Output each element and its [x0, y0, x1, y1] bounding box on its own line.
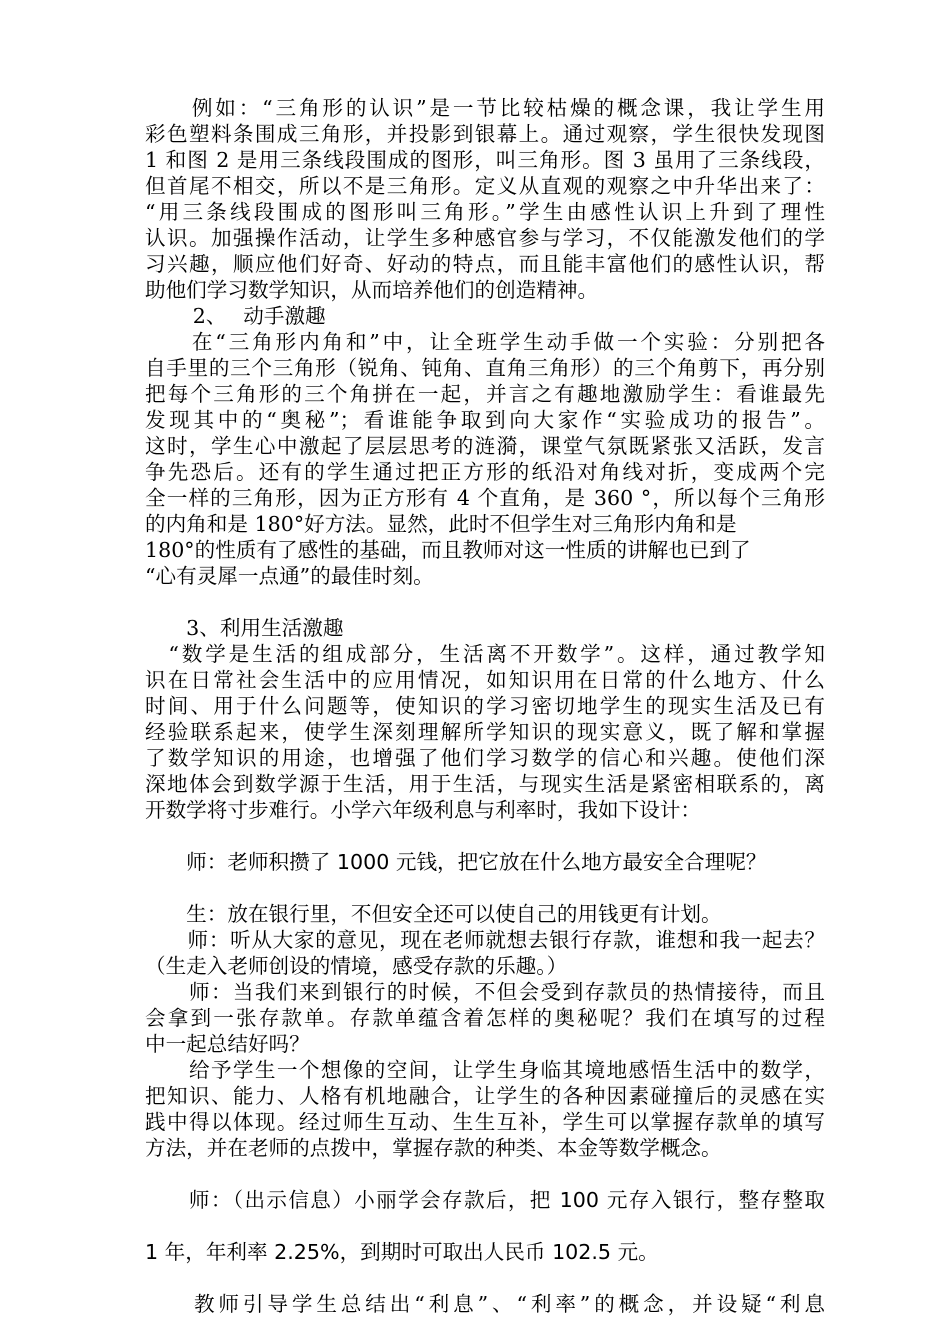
- text-line: 但首尾不相交，所以不是三角形。定义从直观的观察之中升华出来了：: [145, 174, 825, 198]
- text-line: 把知识、能力、人格有机地融合，让学生的各种因素碰撞后的灵感在实: [145, 1084, 825, 1108]
- text-line: 开数学将寸步难行。小学六年级利息与利率时，我如下设计：: [145, 798, 702, 822]
- text-line: 例如：“三角形的认识”是一节比较枯燥的概念课，我让学生用: [145, 96, 825, 120]
- text-line: 1 年，年利率 2.25%，到期时可取出人民币 102.5 元。: [145, 1240, 659, 1264]
- text-line: 践中得以体现。经过师生互动、生生互补，学生可以掌握存款单的填写: [145, 1110, 825, 1134]
- text-line: 识在日常社会生活中的应用情况，如知识用在日常的什么地方、什么: [145, 668, 825, 692]
- text-line: 方法，并在老师的点拨中，掌握存款的种类、本金等数学概念。: [145, 1136, 722, 1160]
- text-line: “用三条线段围成的图形叫三角形。”学生由感性认识上升到了理性: [145, 200, 825, 224]
- text-line: 1 和图 2 是用三条线段围成的图形，叫三角形。图 3 虽用了三条线段，: [145, 148, 825, 172]
- text-line: 师：（出示信息）小丽学会存款后，把 100 元存入银行，整存整取: [145, 1188, 825, 1212]
- text-line: 认识。加强操作活动，让学生多种感官参与学习，不仅能激发他们的学: [145, 226, 825, 250]
- text-line: 师：当我们来到银行的时候，不但会受到存款员的热情接待，而且: [145, 980, 825, 1004]
- text-line: 给予学生一个想像的空间，让学生身临其境地感悟生活中的数学，: [145, 1058, 825, 1082]
- text-line: 把每个三角形的三个角拼在一起，并言之有趣地激励学生：看谁最先: [145, 382, 825, 406]
- text-line: 经验联系起来，使学生深刻理解所学知识的现实意义，既了解和掌握: [145, 720, 825, 744]
- text-line: 师：听从大家的意见，现在老师就想去银行存款，谁想和我一起去？: [145, 928, 825, 952]
- text-line: 2、 动手激趣: [145, 304, 326, 328]
- text-line: 教师引导学生总结出“利息”、“利率”的概念，并设疑“利息: [145, 1292, 825, 1316]
- text-line: 全一样的三角形，因为正方形有 4 个直角，是 360 °，所以每个三角形: [145, 486, 825, 510]
- text-line: 师：老师积攒了 1000 元钱，把它放在什么地方最安全合理呢？: [145, 850, 767, 874]
- text-line: 自手里的三个三角形（锐角、钝角、直角三角形）的三个角剪下，再分别: [145, 356, 825, 380]
- text-line: 助他们学习数学知识，从而培养他们的创造精神。: [145, 278, 599, 302]
- text-line: 会拿到一张存款单。存款单蕴含着怎样的奥秘呢？我们在填写的过程: [145, 1006, 825, 1030]
- text-line: “数学是生活的组成部分，生活离不开数学”。这样，通过教学知: [145, 642, 825, 666]
- text-line: 这时，学生心中激起了层层思考的涟漪，课堂气氛既紧张又活跃，发言: [145, 434, 825, 458]
- text-line: 发现其中的“奥秘”；看谁能争取到向大家作“实验成功的报告”。: [145, 408, 825, 432]
- text-line: 了数学知识的用途，也增强了他们学习数学的信心和兴趣。使他们深: [145, 746, 825, 770]
- text-line: “心有灵犀一点通”的最佳时刻。: [145, 564, 434, 588]
- text-line: 的内角和是 180°好方法。显然，此时不但学生对三角形内角和是: [145, 512, 737, 536]
- text-line: 中一起总结好吗？: [145, 1032, 310, 1056]
- text-line: 180°的性质有了感性的基础，而且教师对这一性质的讲解也已到了: [145, 538, 751, 562]
- text-line: 习兴趣，顺应他们好奇、好动的特点，而且能丰富他们的感性认识，帮: [145, 252, 825, 276]
- text-line: 生：放在银行里，不但安全还可以使自己的用钱更有计划。: [145, 902, 722, 926]
- text-line: 时间、用于什么问题等，使知识的学习密切地学生的现实生活及已有: [145, 694, 825, 718]
- text-line: 在“三角形内角和”中，让全班学生动手做一个实验：分别把各: [145, 330, 825, 354]
- text-line: 3、利用生活激趣: [145, 616, 344, 640]
- text-line: （生走入老师创设的情境，感受存款的乐趣。）: [145, 954, 568, 978]
- text-line: 深地体会到数学源于生活，用于生活，与现实生活是紧密相联系的，离: [145, 772, 825, 796]
- text-line: 彩色塑料条围成三角形，并投影到银幕上。通过观察，学生很快发现图: [145, 122, 825, 146]
- text-line: 争先恐后。还有的学生通过把正方形的纸沿对角线对折，变成两个完: [145, 460, 825, 484]
